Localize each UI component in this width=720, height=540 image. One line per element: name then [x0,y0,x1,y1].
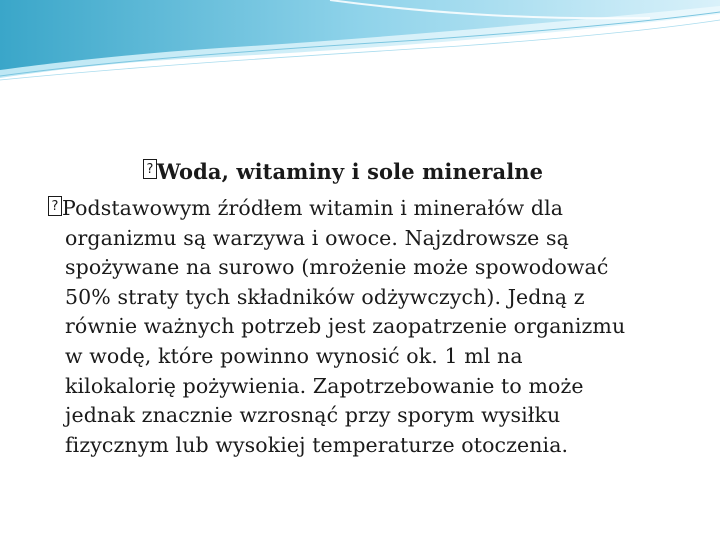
missing-glyph-icon: ? [48,196,62,216]
body-paragraph [62,194,682,460]
body-line: w wodę, które powinno wynosić ok. 1 ml na [65,343,523,368]
title-row [0,157,720,187]
body-line: fizycznym lub wysokiej temperaturze otoczenia. [65,432,569,457]
body-line: spożywane na surowo (mrożenie może spowodować [65,255,609,280]
body-line: organizmu są warzywa i owoce. Najzdrowsze są [65,225,569,250]
missing-glyph-icon: ? [143,159,157,179]
slide-title: Woda, witaminy i sole mineralne [157,159,544,184]
body-line: 50% straty tych składników odżywczych). Jedną z [65,284,585,309]
body-paragraph-row [0,194,720,484]
body-line: jednak znacznie wzrosnąć przy sporym wysiłku [65,403,561,428]
body-line: kilokalorię pożywienia. Zapotrzebowanie to może [65,373,584,398]
body-line: Podstawowym źródłem witamin i minerałów dla [62,196,564,220]
body-line: równie ważnych potrzeb jest zaopatrzenie organizmu [65,314,626,339]
